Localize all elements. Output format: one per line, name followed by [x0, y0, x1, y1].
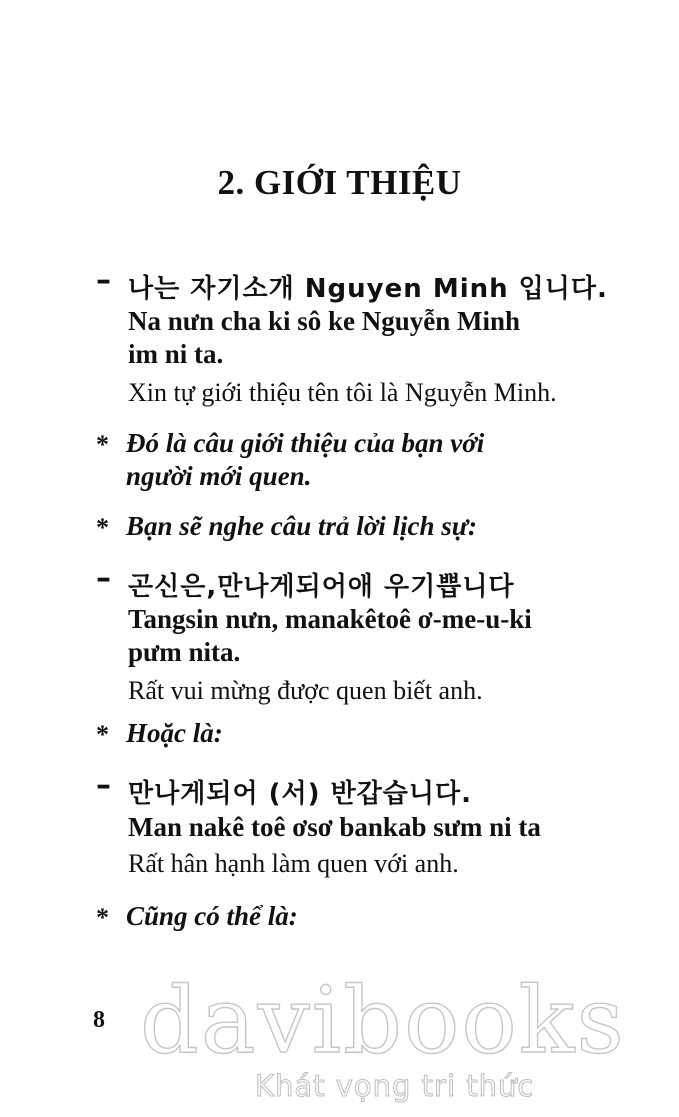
korean-phrase: 나는 자기소개 Nguyen Minh 입니다.: [128, 274, 608, 304]
star-marker: *: [96, 513, 109, 542]
korean-phrase: 곤신은,만나게되어애 우기쁩니다: [128, 572, 515, 602]
watermark-tagline: Khát vọng tri thức: [255, 1069, 535, 1103]
translation-line: Xin tự giới thiệu tên tôi là Nguyễn Minh.: [128, 378, 557, 407]
section-title: 2. GIỚI THIỆU: [217, 163, 462, 202]
star-marker: *: [96, 720, 109, 749]
watermark-logo: davibooks: [140, 967, 626, 1074]
page-number: 8: [93, 1007, 105, 1033]
romanization-line: im ni ta.: [128, 339, 224, 369]
korean-phrase: 만나게되어 (서) 반갑습니다.: [128, 779, 473, 809]
translation-line: Rất hân hạnh làm quen với anh.: [128, 849, 459, 878]
dash-marker: –: [96, 263, 111, 298]
translation-line: Rất vui mừng được quen biết anh.: [128, 676, 483, 705]
dash-marker: –: [96, 768, 111, 803]
star-marker: *: [96, 903, 109, 932]
romanization-line: Tangsin nưn, manakêtoê ơ-me-u-ki: [128, 604, 532, 634]
romanization-line: Na nưn cha ki sô ke Nguyễn Minh: [128, 306, 521, 336]
note-line: Bạn sẽ nghe câu trả lời lịch sự:: [126, 511, 477, 541]
star-marker: *: [96, 430, 109, 459]
romanization-line: Man nakê toê ơsơ bankab sưm ni ta: [128, 812, 541, 842]
note-line: Hoặc là:: [126, 718, 223, 748]
note-line: Đó là câu giới thiệu của bạn với: [126, 428, 485, 458]
dash-marker: –: [96, 561, 111, 596]
note-line: người mới quen.: [126, 461, 312, 491]
romanization-line: pưm nita.: [128, 637, 241, 667]
note-line: Cũng có thể là:: [126, 901, 298, 931]
